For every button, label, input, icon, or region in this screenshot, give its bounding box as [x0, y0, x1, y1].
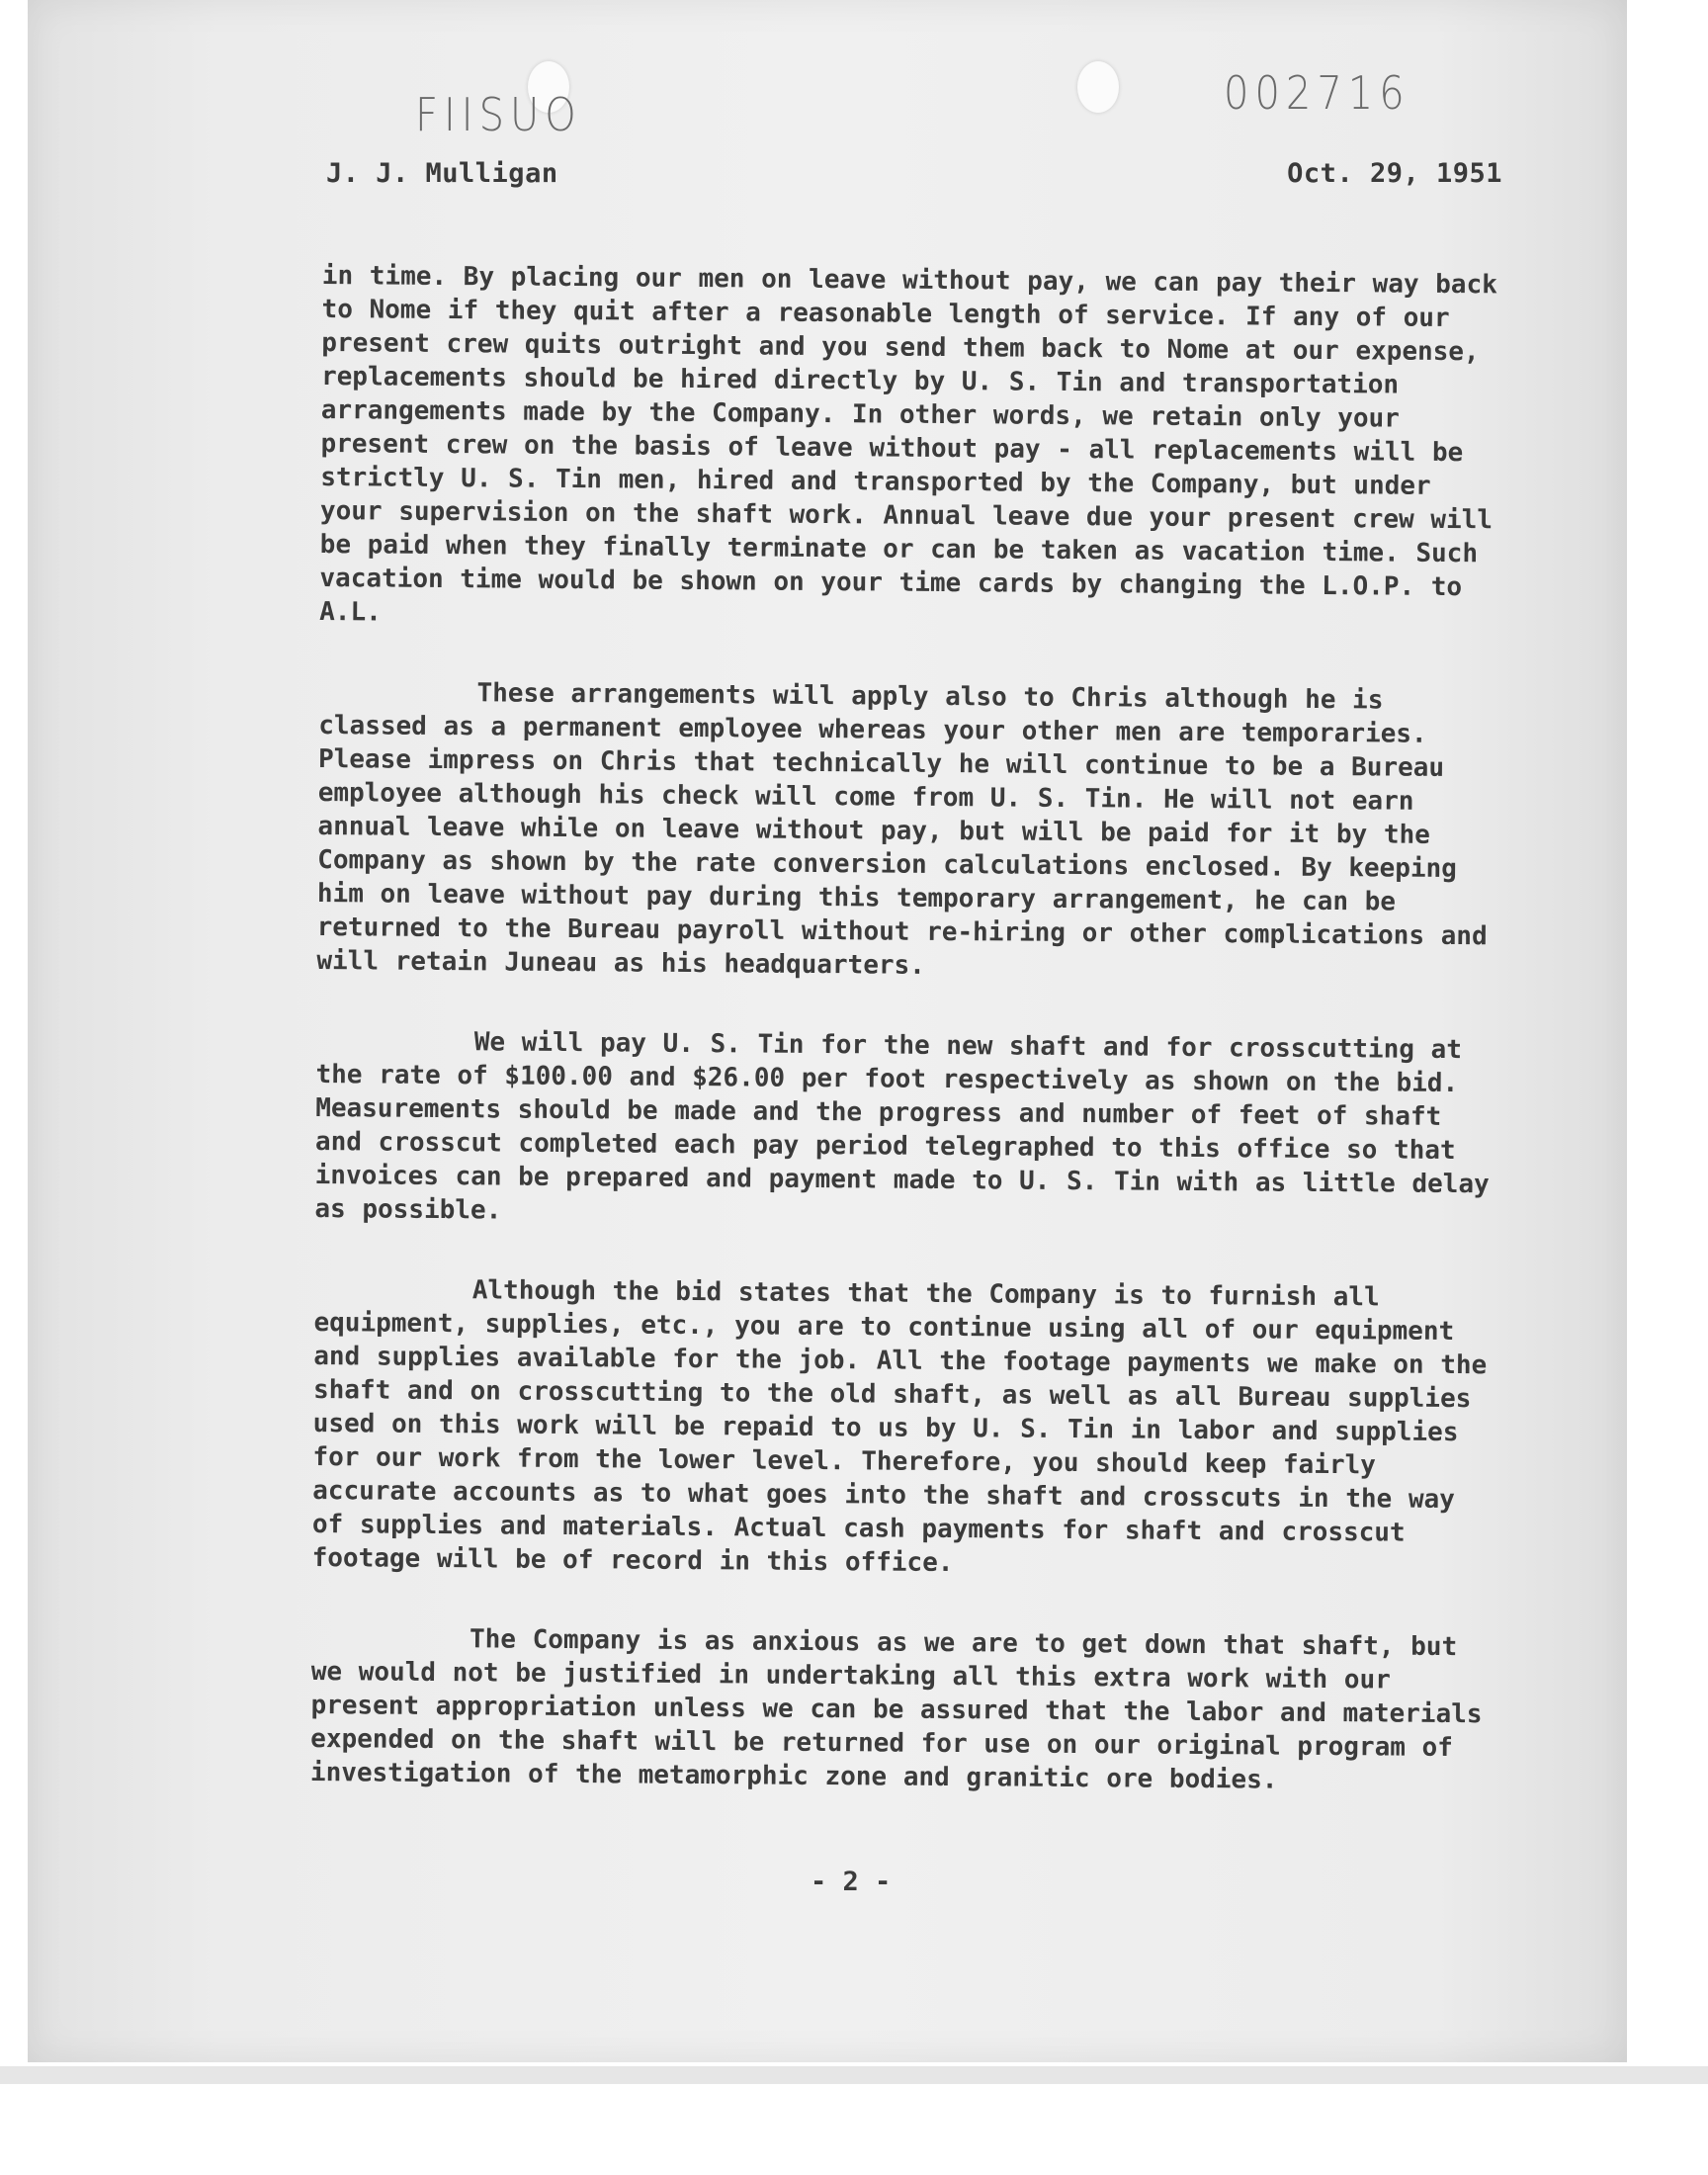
letter-header	[326, 158, 1502, 189]
paragraph-equipment-supplies: Although the bid states that the Company is to furnish all equipment, supplies, etc., you are to continue using all of our equipment and supplies available for the job. All the footage payments we make on the shaft and on crosscutting to the old shaft, as well as all Bureau supplies used on this work will be repaid to us by U. S. Tin in labor and supplies for our work from the lower level. Therefore, you should keep fairly accurate accounts as to what goes into the shaft and crosscuts in the way of supplies and materials. Actual cash payments for shaft and crosscut footage will be of record in this office.	[311, 1275, 1488, 1579]
document-number-stamp: 002716	[1224, 67, 1410, 121]
paragraph-payment-rates: We will pay U. S. Tin for the new shaft and for crosscutting at the rate of $100.00 and $26.00 per foot respectively as shown on the bid. Measurements should be made and the progress and number of feet of shaft and crosscut completed each pay period telegraphed to this office so that invoices can be prepared and payment made to U. S. Tin with as little delay as possible.	[314, 1027, 1490, 1226]
punch-hole-right	[1077, 61, 1119, 113]
paragraph-chris-arrangements: These arrangements will apply also to Chris although he is classed as a permanent employee whereas your other men are temporaries. Please impress on Chris that technically he will continue to be a Bureau employee although his check will come from U. S. Tin. He will not earn annual leave while on leave without pay, but will be paid for it by the Company as shown by the rate conversion calculations enclosed. By keeping him on leave without pay during this temporary arrangement, he can be returned to the Bureau payroll without re-hiring or other complications and will retain Juneau as his headquarters.	[316, 678, 1488, 981]
letter-date: Oct. 29, 1951	[1287, 158, 1502, 189]
scan-bottom-edge	[0, 2066, 1708, 2084]
letter-body	[309, 259, 1507, 1845]
recipient-name: J. J. Mulligan	[326, 158, 558, 189]
file-code-stamp: FIISUO	[415, 89, 582, 142]
paragraph-continuation: in time. By placing our men on leave without pay, we can pay their way back to Nome if they quit after a reasonable length of service. If any of our present crew quits outright and you send them back to Nome at our expense, replacements should be hired directly by U. S. Tin and transportation arrangements made by the Company. In other words, we retain only your present crew on the basis of leave without pay - all replacements will be strictly U. S. Tin men, hired and transported by the Company, but under your supervision on the shaft work. Annual leave due your present crew will be paid when they finally terminate or can be taken as vacation time. Such vacation time would be shown on your time cards by changing the L.O.P. to A.L.	[319, 260, 1497, 628]
page-number: - 2 -	[811, 1867, 892, 1897]
paragraph-company-closing: The Company is as anxious as we are to get down that shaft, but we would not be justified in undertaking all this extra work with our present appropriation unless we can be assured that the labor and materials expended on the shaft will be returned for use on our original program of investigation of the metamorphic zone and granitic ore bodies.	[309, 1624, 1483, 1795]
